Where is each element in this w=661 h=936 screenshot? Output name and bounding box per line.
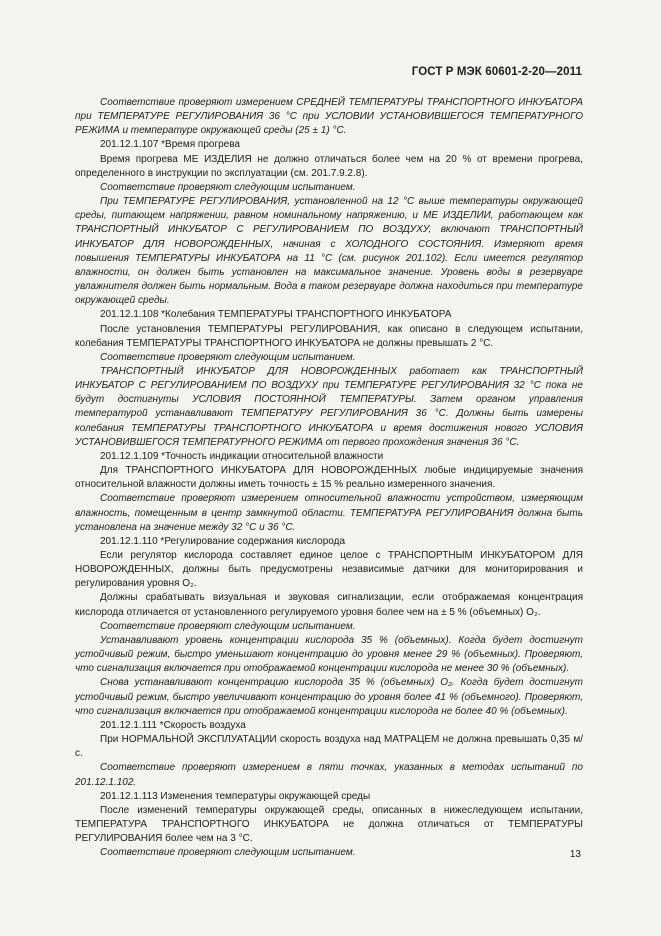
paragraph: Время прогрева МЕ ИЗДЕЛИЯ не должно отличаться более чем на 20 % от времени прогрева, определенного в инструкции по эксплуатации (см. 201.7.9.2.8). (75, 153, 583, 179)
paragraph: При ТЕМПЕРАТУРЕ РЕГУЛИРОВАНИЯ, установленной на 12 °С выше температуры окружающей среды, питающем напряжении, равном номинальному напряжению, и МЕ ИЗДЕЛИИ, работающем как ТРАНСПОРТНЫЙ ИНКУБАТОР С РЕГУЛИРОВАНИЕМ ПО ВОЗДУХУ, включают ТРАНСПОРТНЫЙ ИНКУБАТОР ДЛЯ НОВОРОЖДЕННЫХ, начиная с ХОЛОДНОГО СОСТОЯНИЯ. Измеряют время повышения ТЕМПЕРАТУРЫ ИНКУБАТОРА на 11 °С (см. рисунок 201.102). Если имеется регулятор влажности, он должен быть установлен на максимальное значение. Уровень воды в резервуаре увлажнителя должен быть нормальным. Вода в таком резервуаре должна находиться при температуре окружающей среды. (75, 196, 583, 307)
section-heading: 201.12.1.107 *Время прогрева (100, 139, 240, 151)
paragraph: Соответствие проверяют следующим испытанием. (100, 620, 356, 632)
paragraph: Соответствие проверяют следующим испытанием. (100, 847, 356, 859)
paragraph: Соответствие проверяют следующим испытанием. (100, 181, 356, 193)
paragraph: Должны срабатывать визуальная и звуковая сигнализации, если отображаемая концентрация кислорода отличается от установленного регулируемого уровня более чем на ± 5 % (объемных) О₂. (75, 592, 583, 618)
paragraph: Соответствие проверяют следующим испытанием. (100, 351, 356, 363)
document-header: ГОСТ Р МЭК 60601-2-20—2011 (411, 66, 582, 78)
paragraph: Устанавливают уровень концентрации кислорода 35 % (объемных). Когда будет достигнут устойчивый режим, быстро уменьшают концентрацию до уровня менее 29 % (объемных). Проверяют, что сигнализация включается при отображаемой концентрации кислорода не менее 30 % (объемных). (75, 634, 583, 675)
paragraph: После установления ТЕМПЕРАТУРЫ РЕГУЛИРОВАНИЯ, как описано в следующем испытании, колебания ТЕМПЕРАТУРЫ ТРАНСПОРТНОГО ИНКУБАТОРА не должны превышать 2 °С. (75, 323, 583, 349)
section-heading: 201.12.1.113 Изменения температуры окружающей среды (100, 790, 371, 802)
paragraph: После изменений температуры окружающей среды, описанных в нижеследующем испытании, ТЕМПЕРАТУРА ТРАНСПОРТНОГО ИНКУБАТОРА не должна отличаться от ТЕМПЕРАТУРЫ РЕГУЛИРОВАНИЯ более чем на 3 °С. (75, 804, 583, 845)
paragraph: Соответствие проверяют измерением СРЕДНЕЙ ТЕМПЕРАТУРЫ ТРАНСПОРТНОГО ИНКУБАТОРА при ТЕМПЕРАТУРЕ РЕГУЛИРОВАНИЯ 36 °С при УСЛОВИИ УСТАНОВИВШЕГОСЯ ТЕМПЕРАТУРНОГО РЕЖИМА и температуре окружающей среды (25 ± 1) °С. (75, 97, 583, 137)
paragraph: Соответствие проверяют измерением относительной влажности устройством, измеряющим влажность, помещенным в центр замкнутой области. ТЕМПЕРАТУРА РЕГУЛИРОВАНИЯ должна быть установлена на значение между 32 °С и 36 °С. (75, 493, 583, 533)
section-heading: 201.12.1.108 *Колебания ТЕМПЕРАТУРЫ ТРАНСПОРТНОГО ИНКУБАТОРА (100, 309, 452, 321)
section-heading: 201.12.1.111 *Скорость воздуха (100, 719, 246, 731)
section-heading: 201.12.1.109 *Точность индикации относительной влажности (100, 450, 384, 462)
paragraph: Для ТРАНСПОРТНОГО ИНКУБАТОРА ДЛЯ НОВОРОЖДЕННЫХ любые индицируемые значения относительной влажности должны иметь точность ± 15 % реально измеренного значения. (75, 465, 583, 491)
paragraph: Снова устанавливают концентрацию кислорода 35 % (объемных) О₂. Когда будет достигнут устойчивый режим, быстро увеличивают концентрацию до уровня более 41 % (объемного). Проверяют, что сигнализация включается при отображаемой концентрации кислорода не более 40 % (объемных). (75, 677, 583, 717)
paragraph: Соответствие проверяют измерением в пяти точках, указанных в методах испытаний по 201.12.1.102. (75, 762, 583, 788)
paragraph: Если регулятор кислорода составляет единое целое с ТРАНСПОРТНЫМ ИНКУБАТОРОМ ДЛЯ НОВОРОЖДЕННЫХ, должны быть предусмотрены независимые датчики для мониторирования и регулирования уровня О₂. (75, 550, 583, 590)
document-body (75, 96, 583, 860)
paragraph: При НОРМАЛЬНОЙ ЭКСПЛУАТАЦИИ скорость воздуха над МАТРАЦЕМ не должна превышать 0,35 м/с. (75, 734, 583, 760)
section-heading: 201.12.1.110 *Регулирование содержания кислорода (100, 535, 346, 547)
paragraph: ТРАНСПОРТНЫЙ ИНКУБАТОР ДЛЯ НОВОРОЖДЕННЫХ работает как ТРАНСПОРТНЫЙ ИНКУБАТОР С РЕГУЛИРОВАНИЕМ ПО ВОЗДУХУ при ТЕМПЕРАТУРЕ РЕГУЛИРОВАНИЯ 32 °С пока не будут достигнуты УСЛОВИЯ ПОСТОЯННОЙ ТЕМПЕРАТУРЫ. Затем органом управления температурой устанавливают ТЕМПЕРАТУРУ РЕГУЛИРОВАНИЯ 36 °С. Должны быть измерены колебания ТЕМПЕРАТУРЫ ТРАНСПОРТНОГО ИНКУБАТОРА и время достижения нового УСЛОВИЯ УСТАНОВИВШЕГОСЯ ТЕМПЕРАТУРНОГО РЕЖИМА от первого прохождения значения 36 °С. (75, 365, 583, 448)
page-number: 13 (569, 849, 581, 860)
